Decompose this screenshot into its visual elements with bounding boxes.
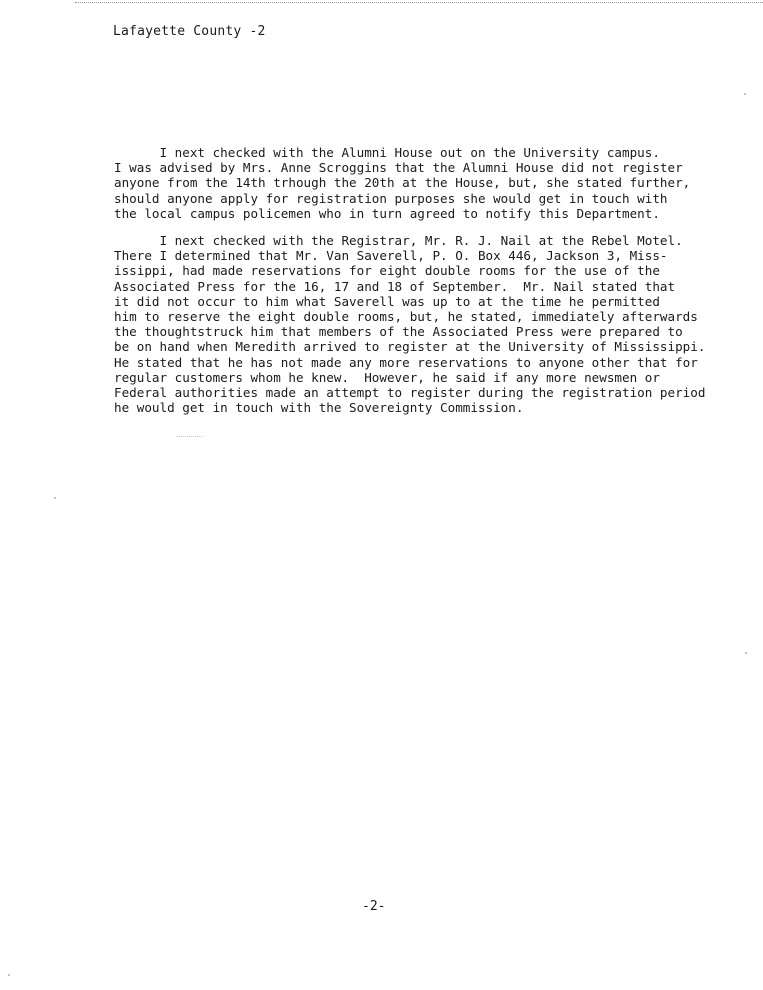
- page-header: Lafayette County -2: [113, 24, 266, 39]
- text-line: There I determined that Mr. Van Saverell, P. O. Box 446, Jackson 3, Miss-: [114, 248, 668, 264]
- paragraph-alumni-house: [114, 145, 714, 221]
- text-line: the thoughtstruck him that members of the Associated Press were prepared to: [114, 324, 683, 340]
- text-line: it did not occur to him what Saverell was up to at the time he permitted: [114, 293, 660, 309]
- page-number: -2-: [362, 899, 386, 914]
- scan-speck: [54, 497, 56, 499]
- scan-speck: [744, 93, 746, 95]
- text-line: Associated Press for the 16, 17 and 18 of September. Mr. Nail stated that: [114, 278, 676, 294]
- text-line: anyone from the 14th trhough the 20th at the House, but, she stated further,: [114, 175, 691, 191]
- text-line: He stated that he has not made any more reservations to anyone other that for: [114, 354, 698, 370]
- text-line: regular customers whom he knew. However, he said if any more newsmen or: [114, 369, 660, 385]
- text-line: him to reserve the eight double rooms, but, he stated, immediately afterwards: [114, 308, 698, 324]
- text-line: I was advised by Mrs. Anne Scroggins that the Alumni House did not register: [114, 160, 683, 176]
- text-line: should anyone apply for registration purposes she would get in touch with: [114, 190, 668, 206]
- text-line: issippi, had made reservations for eight double rooms for the use of the: [114, 263, 660, 279]
- scan-speck: [176, 436, 204, 438]
- text-line: I next checked with the Alumni House out on the University campus.: [114, 145, 660, 160]
- paragraph-rebel-motel: [114, 233, 714, 415]
- text-line: I next checked with the Registrar, Mr. R. J. Nail at the Rebel Motel.: [114, 233, 683, 248]
- scan-speck: [745, 652, 747, 654]
- page-top-edge: [75, 2, 763, 3]
- scan-speck: [8, 974, 10, 976]
- text-line: Federal authorities made an attempt to register during the registration period: [114, 384, 706, 400]
- text-line: he would get in touch with the Sovereignty Commission.: [114, 400, 524, 416]
- text-line: be on hand when Meredith arrived to register at the University of Mississippi.: [114, 339, 706, 355]
- text-line: the local campus policemen who in turn agreed to notify this Department.: [114, 205, 660, 221]
